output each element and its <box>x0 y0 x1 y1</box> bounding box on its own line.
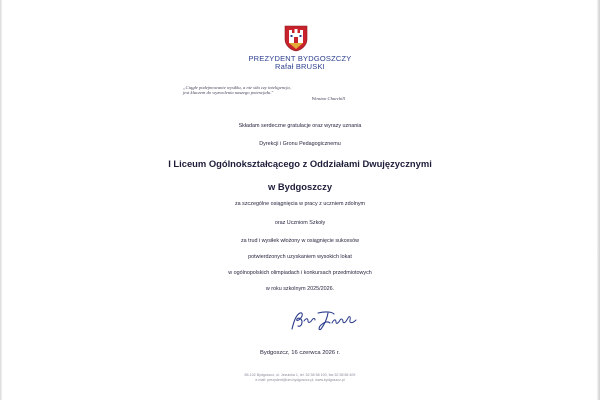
footer-address: 85-102 Bydgoszcz, ul. Jezuicka 1, tel. 52 58 58 100, fax 52 58 58 409 <box>244 373 356 377</box>
students-line: oraz Uczniom Szkoły <box>274 220 326 226</box>
motto-quote <box>183 85 423 101</box>
header-title: PREZYDENT BYDGOSZCZY <box>248 54 352 63</box>
greeting-line: Składam serdeczne gratulacje oraz wyrazy uznania <box>238 123 362 129</box>
quote-line-1: „Ciągłe podejmowanie wysiłku, a nie siła czy inteligencja, <box>183 85 291 90</box>
school-name: I Liceum Ogólnokształcącego z Oddziałami Dwujęzycznymi <box>168 158 432 169</box>
olympiads-line: w ogólnopolskich olimpiadach i konkursach przedmiotowych <box>228 270 372 276</box>
quote-line-2: jest kluczem do wyzwolenia naszego potencjału." <box>183 90 274 96</box>
recipient-line: Dyrekcji i Gronu Pedagogicznemu <box>259 141 341 147</box>
school-year-line: w roku szkolnym 2025/2026. <box>265 286 335 292</box>
confirmed-line: potwierdzonych uzyskaniem wysokich lokat <box>248 254 352 260</box>
handwritten-signature <box>288 307 360 333</box>
achievements-line: za szczególne osiągnięcia w pracy z uczniem zdolnym <box>234 201 366 207</box>
school-city: w Bydgoszczy <box>267 181 333 192</box>
footer-contact: e-mail: prezydent@um.bydgoszcz.pl, www.bydgoszcz.pl <box>255 378 345 382</box>
date-and-place: Bydgoszcz, 16 czerwca 2026 r. <box>260 350 340 356</box>
header-name: Rafał BRUSKI <box>275 62 325 71</box>
effort-line: za trud i wysiłek włożony w osiągnięcie sukcesów <box>240 238 360 244</box>
bydgoszcz-coat-of-arms-icon <box>283 24 309 52</box>
quote-author: Winston Churchill <box>311 95 345 101</box>
